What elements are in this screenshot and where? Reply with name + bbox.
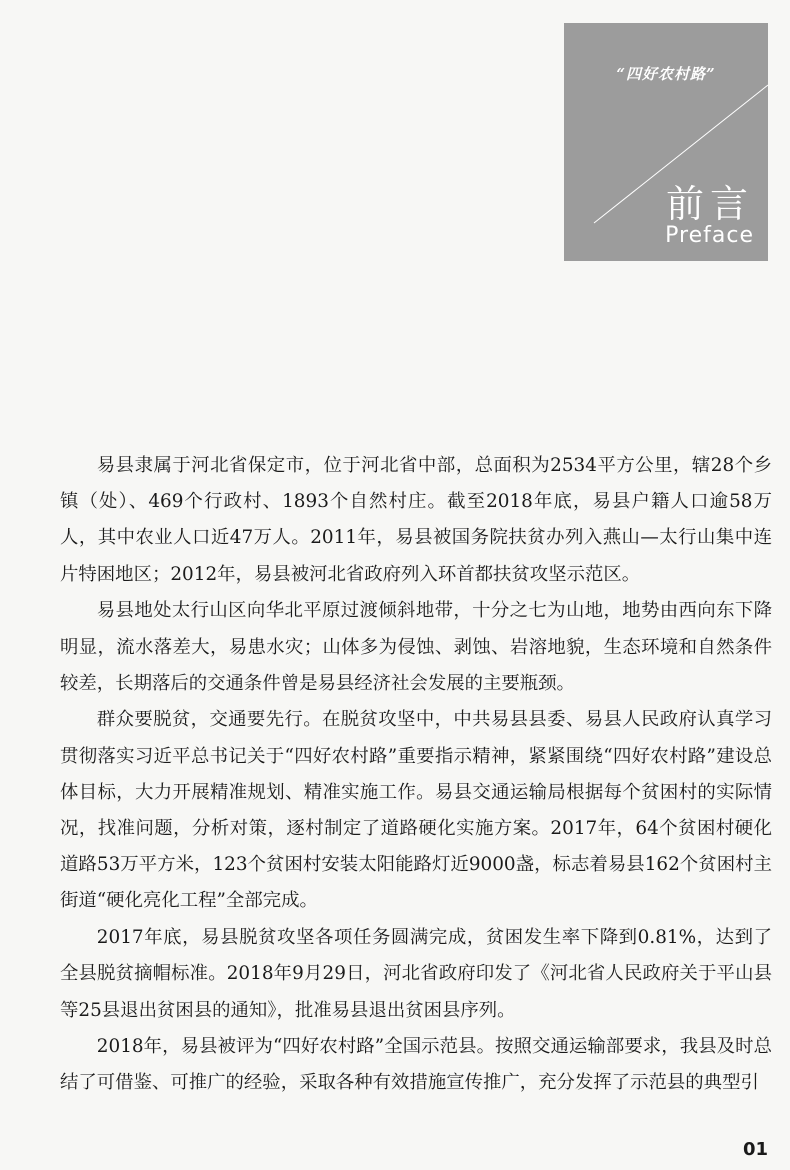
preface-header-box	[564, 23, 768, 261]
paragraph: 2018年，易县被评为“四好农村路”全国示范县。按照交通运输部要求，我县及时总结了可借鉴、可推广的经验，采取各种有效措施宣传推广，充分发挥了示范县的典型引	[60, 1036, 772, 1094]
section-kicker: “四好农村路”	[616, 65, 716, 83]
preface-body	[60, 448, 772, 1102]
paragraph: 易县地处太行山区向华北平原过渡倾斜地带，十分之七为山地，地势由西向东下降明显，流水落差大，易患水灾；山体多为侵蚀、剥蚀、岩溶地貌，生态环境和自然条件较差，长期落后的交通条件曾是易县经济社会发展的主要瓶颈。	[60, 600, 772, 694]
paragraph: 易县隶属于河北省保定市，位于河北省中部，总面积为2534平方公里，辖28个乡镇（处）、469个行政村、1893个自然村庄。截至2018年底，易县户籍人口逾58万人，其中农业人口近47万人。2011年，易县被国务院扶贫办列入燕山—太行山集中连片特困地区；2012年，易县被河北省政府列入环首都扶贫攻坚示范区。	[60, 455, 772, 585]
paragraph: 2017年底，易县脱贫攻坚各项任务圆满完成，贫困发生率下降到0.81%，达到了全县脱贫摘帽标准。2018年9月29日，河北省政府印发了《河北省人民政府关于平山县等25县退出贫困县的通知》，批准易县退出贫困县序列。	[60, 927, 772, 1021]
preface-title-chinese: 前言	[665, 182, 754, 226]
paragraph: 群众要脱贫，交通要先行。在脱贫攻坚中，中共易县县委、易县人民政府认真学习贯彻落实习近平总书记关于“四好农村路”重要指示精神，紧紧围绕“四好农村路”建设总体目标，大力开展精准规划、精准实施工作。易县交通运输局根据每个贫困村的实际情况，找准问题，分析对策，逐村制定了道路硬化实施方案。2017年，64个贫困村硬化道路53万平方米，123个贫困村安装太阳能路灯近9000盏，标志着易县162个贫困村主街道“硬化亮化工程”全部完成。	[60, 709, 772, 912]
page-number: 01	[742, 1139, 768, 1160]
preface-title-english: Preface	[665, 223, 754, 248]
